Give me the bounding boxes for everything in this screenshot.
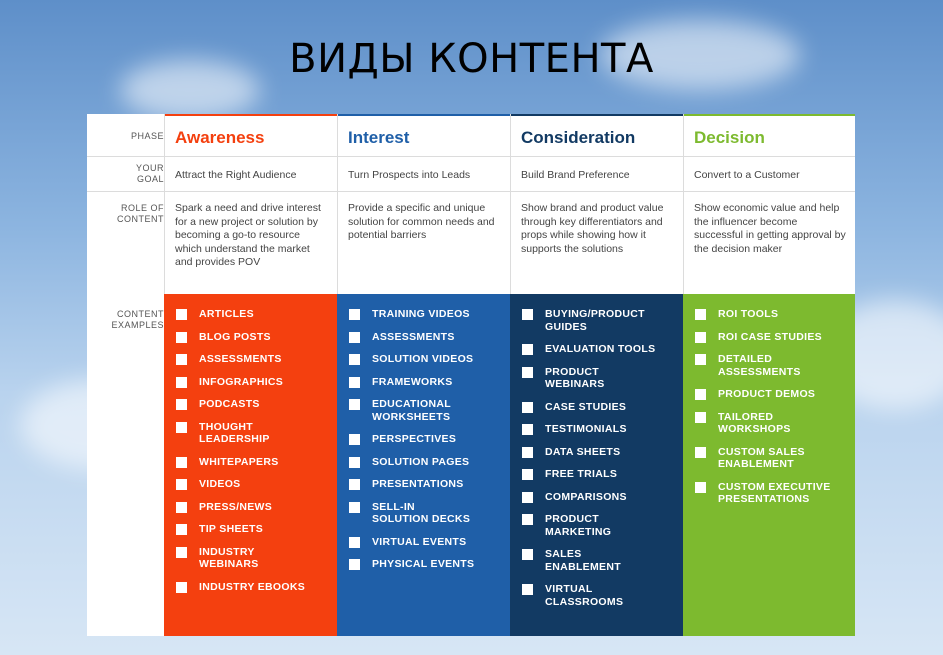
phase-consideration: Consideration bbox=[521, 128, 636, 147]
example-label: BUYING/PRODUCT GUIDES bbox=[545, 308, 645, 333]
examples-row-header: CONTENT EXAMPLES bbox=[111, 309, 164, 330]
examples-interest bbox=[337, 294, 510, 636]
example-label: PERSPECTIVES bbox=[372, 433, 457, 445]
checkbox-icon bbox=[349, 537, 360, 548]
checkbox-icon bbox=[522, 424, 533, 435]
checkbox-icon bbox=[349, 559, 360, 570]
example-label: SELL-IN SOLUTION DECKS bbox=[372, 500, 471, 525]
checkbox-icon bbox=[695, 447, 706, 458]
list-item bbox=[695, 446, 805, 471]
example-label: VIDEOS bbox=[199, 478, 241, 490]
list-item bbox=[522, 583, 623, 608]
list-item bbox=[695, 331, 822, 344]
goal-awareness: Attract the Right Audience bbox=[175, 169, 297, 181]
list-item bbox=[349, 558, 474, 571]
example-label: INDUSTRY WEBINARS bbox=[199, 545, 259, 570]
checkbox-icon bbox=[695, 309, 706, 320]
list-item bbox=[176, 308, 254, 321]
example-label: ASSESSMENTS bbox=[372, 330, 455, 343]
list-item bbox=[522, 423, 627, 436]
example-label: PRESENTATIONS bbox=[372, 478, 464, 490]
checkbox-icon bbox=[695, 412, 706, 423]
content-matrix bbox=[87, 114, 855, 636]
list-item bbox=[522, 513, 611, 538]
checkbox-icon bbox=[176, 547, 187, 558]
list-item bbox=[349, 398, 451, 423]
slide-title: ВИДЫ КОНТЕНТА bbox=[289, 36, 654, 82]
example-label: TAILORED WORKSHOPS bbox=[718, 410, 791, 435]
checkbox-icon bbox=[349, 479, 360, 490]
goal-interest: Turn Prospects into Leads bbox=[348, 169, 471, 181]
example-label: CASE STUDIES bbox=[545, 400, 627, 413]
list-item bbox=[522, 343, 655, 356]
checkbox-icon bbox=[349, 309, 360, 320]
example-label: DATA SHEETS bbox=[545, 445, 621, 458]
checkbox-icon bbox=[176, 524, 187, 535]
example-label: SALES ENABLEMENT bbox=[545, 548, 621, 573]
checkbox-icon bbox=[522, 492, 533, 503]
example-label: TRAINING VIDEOS bbox=[372, 308, 470, 320]
checkbox-icon bbox=[522, 514, 533, 525]
example-label: INDUSTRY EBOOKS bbox=[199, 580, 306, 593]
example-label: EVALUATION TOOLS bbox=[545, 343, 656, 355]
checkbox-icon bbox=[176, 457, 187, 468]
checkbox-icon bbox=[349, 502, 360, 513]
list-item bbox=[349, 478, 464, 491]
checkbox-icon bbox=[349, 377, 360, 388]
list-item bbox=[522, 366, 605, 391]
list-item bbox=[695, 481, 831, 506]
checkbox-icon bbox=[176, 332, 187, 343]
list-item bbox=[349, 308, 470, 321]
checkbox-icon bbox=[176, 377, 187, 388]
role-interest: Provide a specific and unique solution for common needs and potential barriers bbox=[348, 202, 495, 241]
checkbox-icon bbox=[522, 367, 533, 378]
example-label: THOUGHT LEADERSHIP bbox=[199, 420, 270, 445]
checkbox-icon bbox=[522, 402, 533, 413]
consideration-accent-bar bbox=[510, 114, 683, 116]
goal-consideration: Build Brand Preference bbox=[521, 169, 630, 181]
checkbox-icon bbox=[349, 434, 360, 445]
example-label: FREE TRIALS bbox=[545, 468, 618, 480]
list-item bbox=[176, 353, 282, 366]
phase-awareness: Awareness bbox=[175, 128, 265, 147]
list-item bbox=[695, 411, 791, 436]
example-label: FRAMEWORKS bbox=[372, 375, 453, 388]
example-label: PODCASTS bbox=[199, 398, 260, 410]
example-label: ROI CASE STUDIES bbox=[718, 330, 822, 343]
list-item bbox=[176, 456, 279, 469]
example-label: PRESS/NEWS bbox=[199, 500, 273, 513]
checkbox-icon bbox=[349, 354, 360, 365]
checkbox-icon bbox=[695, 482, 706, 493]
example-label: COMPARISONS bbox=[545, 490, 627, 503]
list-item bbox=[176, 523, 263, 536]
checkbox-icon bbox=[522, 584, 533, 595]
list-item bbox=[695, 308, 778, 321]
example-label: PHYSICAL EVENTS bbox=[372, 558, 475, 570]
checkbox-icon bbox=[522, 447, 533, 458]
goal-decision: Convert to a Customer bbox=[694, 169, 800, 181]
list-item bbox=[522, 468, 617, 481]
interest-accent-bar bbox=[337, 114, 510, 116]
checkbox-icon bbox=[522, 469, 533, 480]
example-label: PRODUCT MARKETING bbox=[545, 513, 612, 538]
list-item bbox=[349, 501, 470, 526]
checkbox-icon bbox=[349, 399, 360, 410]
example-label: VIRTUAL CLASSROOMS bbox=[545, 583, 624, 608]
list-item bbox=[176, 376, 283, 389]
example-label: PRODUCT DEMOS bbox=[718, 388, 816, 400]
example-label: CUSTOM EXECUTIVE PRESENTATIONS bbox=[718, 480, 831, 505]
divider bbox=[87, 156, 855, 157]
example-label: VIRTUAL EVENTS bbox=[372, 535, 467, 548]
examples-consideration bbox=[510, 294, 683, 636]
goal-row-header: YOUR GOAL bbox=[135, 163, 164, 184]
example-label: TIP SHEETS bbox=[199, 523, 264, 535]
example-label: BLOG POSTS bbox=[199, 330, 271, 343]
example-label: SOLUTION VIDEOS bbox=[372, 353, 474, 365]
list-item bbox=[522, 308, 645, 333]
role-row-header: ROLE OF CONTENT bbox=[117, 203, 164, 224]
example-label: TESTIMONIALS bbox=[545, 423, 627, 435]
example-label: ROI TOOLS bbox=[718, 308, 779, 320]
role-awareness: Spark a need and drive interest for a new project or solution by becoming a go-to resource which understand the market and provides POV bbox=[175, 202, 321, 268]
phase-decision: Decision bbox=[694, 128, 765, 147]
list-item bbox=[695, 388, 815, 401]
decision-accent-bar bbox=[683, 114, 855, 116]
checkbox-icon bbox=[522, 549, 533, 560]
examples-decision bbox=[683, 294, 855, 636]
list-item bbox=[349, 456, 469, 469]
example-label: DETAILED ASSESSMENTS bbox=[718, 353, 801, 378]
list-item bbox=[176, 421, 270, 446]
list-item bbox=[176, 478, 240, 491]
awareness-accent-bar bbox=[164, 114, 337, 116]
role-decision: Show economic value and help the influencer become successful in getting approval by the decision maker bbox=[694, 202, 846, 255]
example-label: INFOGRAPHICS bbox=[199, 375, 284, 388]
example-label: EDUCATIONAL WORKSHEETS bbox=[372, 398, 451, 423]
checkbox-icon bbox=[522, 344, 533, 355]
checkbox-icon bbox=[349, 332, 360, 343]
example-label: SOLUTION PAGES bbox=[372, 455, 470, 468]
role-consideration: Show brand and product value through key differentiators and props while showing how it supports the solutions bbox=[521, 202, 664, 255]
phase-interest: Interest bbox=[348, 128, 410, 147]
phase-row-header: PHASE bbox=[130, 131, 164, 141]
list-item bbox=[176, 581, 305, 594]
list-item bbox=[176, 398, 260, 411]
checkbox-icon bbox=[695, 332, 706, 343]
examples-awareness bbox=[164, 294, 337, 636]
list-item bbox=[349, 536, 466, 549]
example-label: ASSESSMENTS bbox=[199, 353, 282, 365]
divider bbox=[87, 191, 855, 192]
checkbox-icon bbox=[695, 389, 706, 400]
list-item bbox=[349, 433, 456, 446]
list-item bbox=[695, 353, 801, 378]
checkbox-icon bbox=[176, 309, 187, 320]
example-label: WHITEPAPERS bbox=[199, 455, 279, 468]
list-item bbox=[176, 546, 259, 571]
checkbox-icon bbox=[176, 354, 187, 365]
list-item bbox=[349, 331, 455, 344]
list-item bbox=[349, 353, 473, 366]
list-item bbox=[176, 331, 271, 344]
list-item bbox=[522, 548, 621, 573]
checkbox-icon bbox=[176, 422, 187, 433]
list-item bbox=[349, 376, 453, 389]
checkbox-icon bbox=[695, 354, 706, 365]
checkbox-icon bbox=[522, 309, 533, 320]
list-item bbox=[176, 501, 272, 514]
list-item bbox=[522, 491, 627, 504]
example-label: PRODUCT WEBINARS bbox=[545, 365, 605, 390]
checkbox-icon bbox=[176, 582, 187, 593]
list-item bbox=[522, 401, 626, 414]
list-item bbox=[522, 446, 620, 459]
example-label: ARTICLES bbox=[199, 308, 254, 320]
checkbox-icon bbox=[176, 479, 187, 490]
example-label: CUSTOM SALES ENABLEMENT bbox=[718, 445, 805, 470]
checkbox-icon bbox=[349, 457, 360, 468]
checkbox-icon bbox=[176, 399, 187, 410]
checkbox-icon bbox=[176, 502, 187, 513]
